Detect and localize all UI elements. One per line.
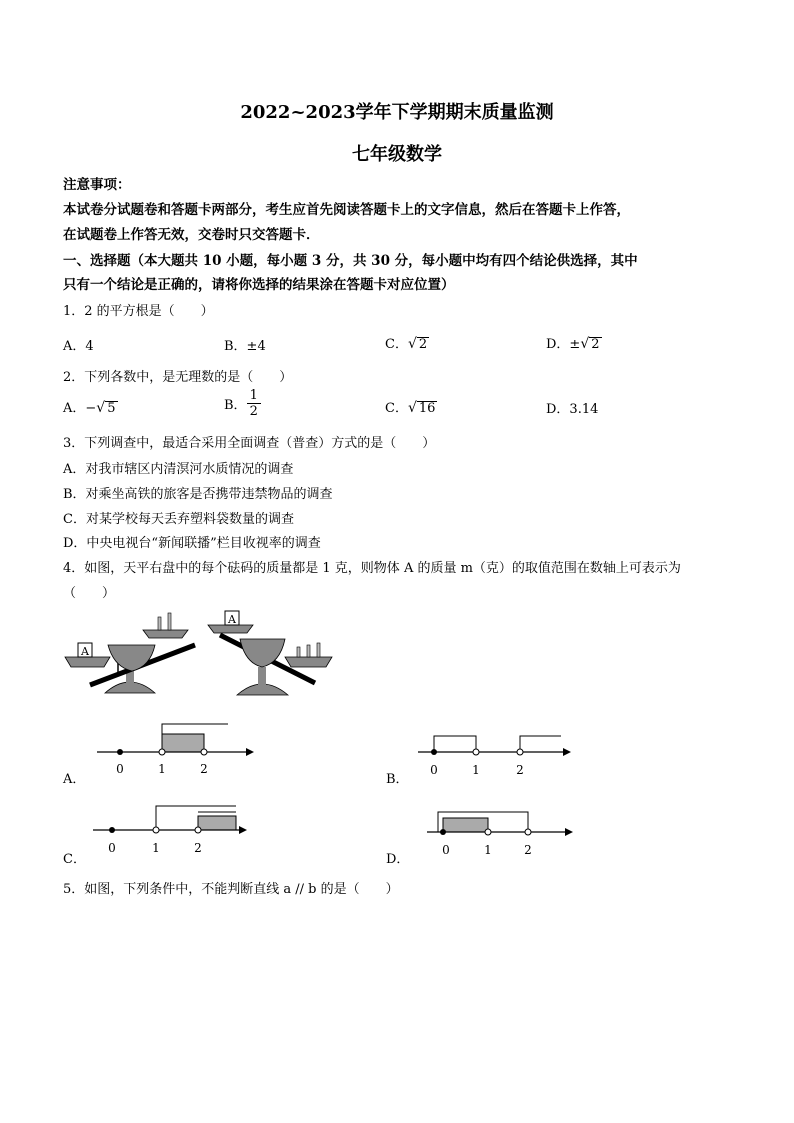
q4-option-b-number-line bbox=[416, 720, 576, 780]
tick-label-2: 2 bbox=[194, 841, 202, 855]
balance-scale-right bbox=[208, 611, 332, 695]
q1-option-d bbox=[546, 333, 602, 352]
q5-stem: 5．如图，下列条件中，不能判断直线 a // b 的是（ ） bbox=[63, 882, 399, 897]
q4-option-c-number-line bbox=[90, 800, 260, 860]
q2-option-b-label: B． bbox=[224, 398, 247, 413]
balance-scale-left bbox=[65, 613, 195, 693]
q4-option-a-number-line bbox=[92, 718, 262, 778]
tick-label-0: 0 bbox=[116, 762, 124, 776]
q3-option-b: B．对乘坐高铁的旅客是否携带违禁物品的调查 bbox=[63, 487, 333, 502]
q4-option-b-label: B． bbox=[386, 772, 409, 787]
tick-label-1: 1 bbox=[484, 843, 492, 857]
q2-option-b bbox=[224, 388, 261, 419]
q4-option-d-label: D． bbox=[386, 852, 410, 867]
sqrt-icon: √ bbox=[407, 336, 417, 352]
notice-heading: 注意事项： bbox=[63, 177, 131, 193]
q1-option-d-label: D．± bbox=[546, 337, 581, 352]
q1-stem: 1．2 的平方根是（ ） bbox=[63, 304, 214, 319]
q1-option-c-label: C． bbox=[385, 337, 408, 352]
q3-option-a: A．对我市辖区内清溟河水质情况的调查 bbox=[63, 462, 294, 477]
fraction-denominator: 2 bbox=[249, 404, 258, 419]
tick-label-1: 1 bbox=[472, 763, 480, 777]
sqrt-icon: √ bbox=[96, 400, 106, 416]
exam-subtitle: 七年级数学 bbox=[352, 144, 442, 165]
section1-line-1: 一、选择题（本大题共 10 小题，每小题 3 分，共 30 分，每小题中均有四个结论供选择，其中 bbox=[63, 253, 638, 269]
sqrt-icon: √ bbox=[580, 336, 590, 352]
weight-icon bbox=[307, 645, 310, 657]
q4-option-c-label: C． bbox=[63, 852, 86, 867]
q1-option-c-radicand: 2 bbox=[418, 337, 428, 352]
notice-line-1: 本试卷分试题卷和答题卡两部分，考生应首先阅读答题卡上的文字信息，然后在答题卡上作答， bbox=[63, 202, 630, 218]
tick-label-1: 1 bbox=[158, 762, 166, 776]
tick-label-0: 0 bbox=[430, 763, 438, 777]
q4-option-d-number-line bbox=[425, 802, 585, 862]
weight-icon bbox=[168, 613, 171, 630]
q2-option-d: D．3.14 bbox=[546, 402, 599, 417]
tick-label-0: 0 bbox=[442, 843, 450, 857]
q2-option-a-radicand: 5 bbox=[107, 401, 116, 416]
q1-option-a: A．4 bbox=[63, 339, 94, 354]
q2-option-a-label: A． bbox=[63, 401, 86, 416]
q4-stem-line-2: （ ） bbox=[63, 586, 116, 601]
q2-option-c bbox=[385, 397, 437, 416]
q4-stem-line-1: 4．如图，天平右盘中的每个砝码的质量都是 1 克，则物体 A 的质量 m（克）的取值范围在数轴上可表示为 bbox=[63, 561, 681, 576]
tick-label-2: 2 bbox=[516, 763, 524, 777]
balance-scales-figure bbox=[60, 605, 340, 700]
q3-stem: 3．下列调查中，最适合采用全面调查（普查）方式的是（ ） bbox=[63, 436, 436, 451]
q2-stem: 2．下列各数中，是无理数的是（ ） bbox=[63, 370, 293, 385]
q1-option-c bbox=[385, 333, 429, 352]
fraction-numerator: 1 bbox=[247, 388, 261, 404]
section1-line-2: 只有一个结论是正确的，请将你选择的结果涂在答题卡对应位置） bbox=[63, 277, 455, 293]
notice-line-2: 在试题卷上作答无效，交卷时只交答题卡． bbox=[63, 227, 320, 243]
q2-option-a-sign: − bbox=[85, 401, 97, 416]
object-a-label: A bbox=[228, 613, 236, 626]
tick-label-0: 0 bbox=[108, 841, 116, 855]
q1-option-d-radicand: 2 bbox=[591, 337, 600, 352]
q2-option-c-radicand: 16 bbox=[418, 401, 436, 416]
weight-icon bbox=[297, 647, 300, 657]
object-a-label: A bbox=[81, 645, 89, 658]
q3-option-c: C．对某学校每天丢弃塑料袋数量的调查 bbox=[63, 512, 294, 527]
q2-option-a bbox=[63, 397, 118, 416]
tick-label-1: 1 bbox=[152, 841, 160, 855]
q3-option-d: D．中央电视台“新闻联播”栏目收视率的调查 bbox=[63, 536, 321, 551]
q2-option-b-fraction bbox=[247, 388, 261, 419]
q4-option-a-label: A． bbox=[63, 772, 86, 787]
sqrt-icon: √ bbox=[407, 400, 417, 416]
weight-icon bbox=[158, 617, 161, 630]
weight-icon bbox=[317, 643, 320, 657]
q2-option-c-label: C． bbox=[385, 401, 408, 416]
tick-label-2: 2 bbox=[524, 843, 532, 857]
exam-title: 2022~2023学年下学期期末质量监测 bbox=[240, 102, 554, 123]
q1-option-b: B．±4 bbox=[224, 339, 266, 354]
tick-label-2: 2 bbox=[200, 762, 208, 776]
